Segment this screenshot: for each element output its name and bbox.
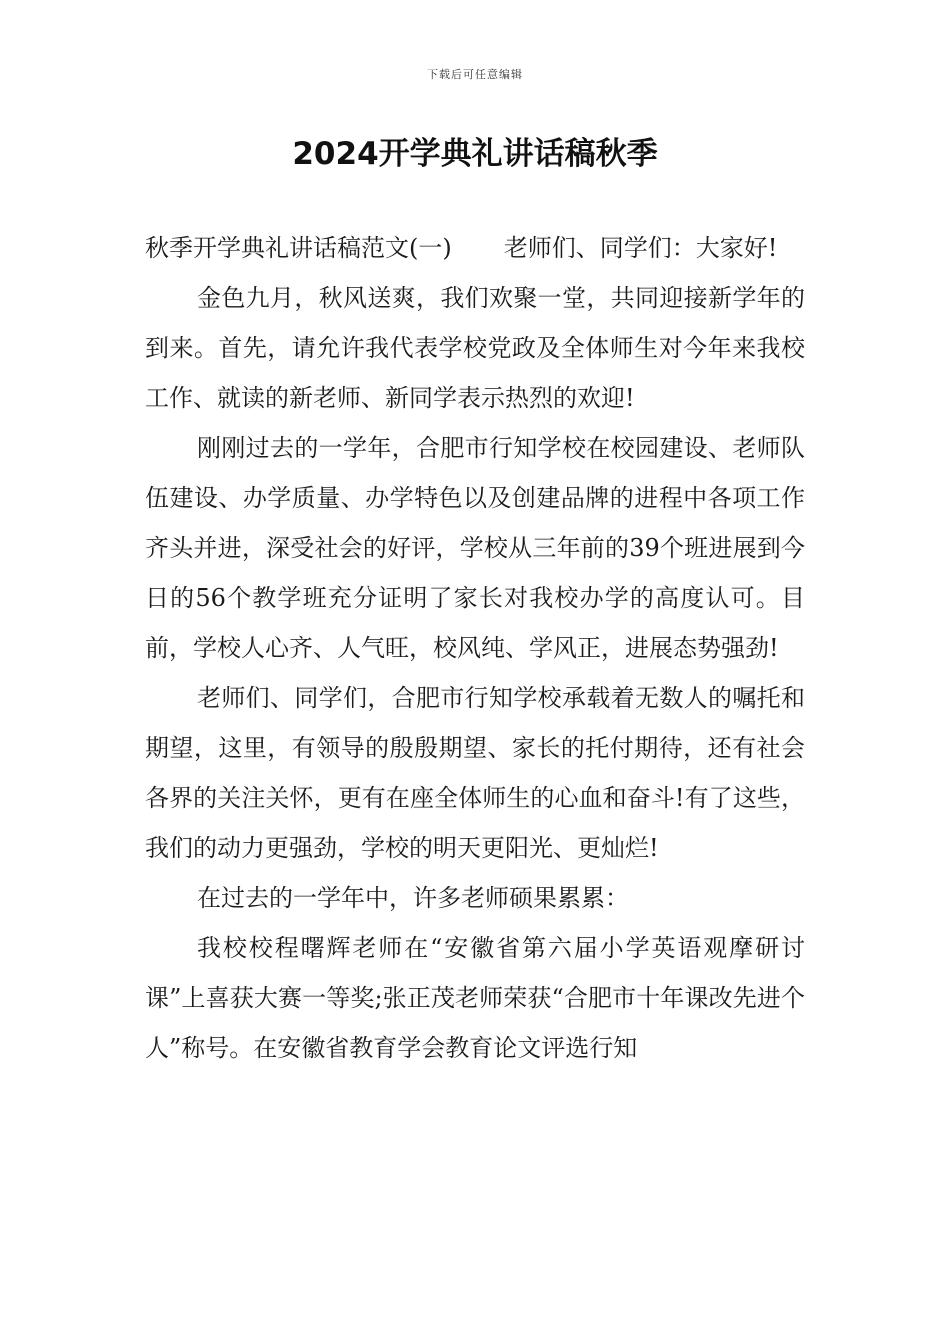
document-body <box>145 223 805 1073</box>
header-note: 下载后可任意编辑 <box>427 68 523 81</box>
intro-line <box>145 223 805 273</box>
paragraph-awards: 我校校程曙辉老师在“安徽省第六届小学英语观摩研讨课”上喜获大赛一等奖;张正茂老师荣获“合肥市十年课改先进个人”称号。在安徽省教育学会教育论文评选行知 <box>145 934 805 1062</box>
paragraph-achievements: 刚刚过去的一学年，合肥市行知学校在校园建设、老师队伍建设、办学质量、办学特色以及创建品牌的进程中各项工作齐头并进，深受社会的好评，学校从三年前的39个班进展到今日的56个教学班充分证明了家长对我校办学的高度认可。目前，学校人心齐、人气旺，校风纯、学风正，进展态势强劲! <box>145 434 805 662</box>
intro-heading: 秋季开学典礼讲话稿范文(一) <box>145 234 452 262</box>
paragraph-expectations: 老师们、同学们，合肥市行知学校承载着无数人的嘱托和期望，这里，有领导的殷殷期望、家长的托付期待，还有社会各界的关注关怀，更有在座全体师生的心血和奋斗!有了这些，我们的动力更强劲，学校的明天更阳光、更灿烂! <box>145 684 805 862</box>
paragraph-welcome: 金色九月，秋风送爽，我们欢聚一堂，共同迎接新学年的到来。首先，请允许我代表学校党政及全体师生对今年来我校工作、就读的新老师、新同学表示热烈的欢迎! <box>145 284 805 412</box>
document-title: 2024开学典礼讲话稿秋季 <box>292 136 658 172</box>
salutation: 老师们、同学们：大家好! <box>503 234 778 262</box>
paragraph-teachers-intro: 在过去的一学年中，许多老师硕果累累： <box>197 884 629 912</box>
